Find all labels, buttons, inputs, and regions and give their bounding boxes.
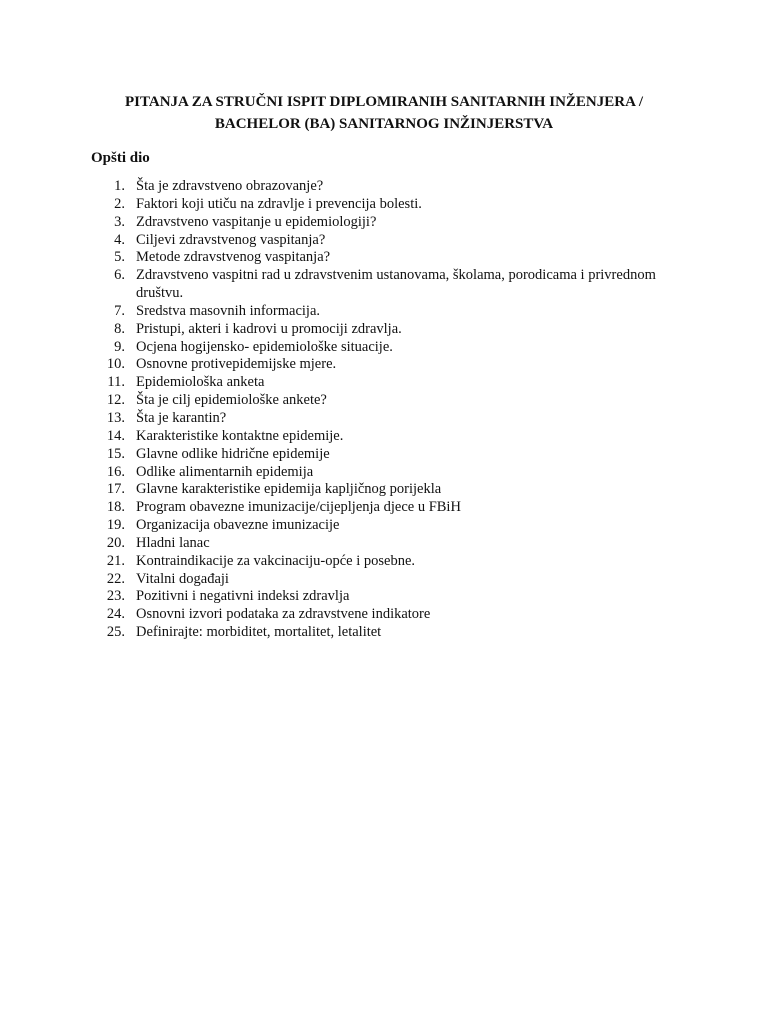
question-number: 11. bbox=[107, 374, 125, 391]
question-number: 23. bbox=[106, 588, 125, 605]
question-item-2 bbox=[0, 196, 768, 214]
question-number: 17. bbox=[106, 481, 125, 498]
question-item-9 bbox=[0, 339, 768, 357]
question-item-14 bbox=[0, 428, 768, 446]
question-text: Kontraindikacije za vakcinaciju-opće i posebne. bbox=[136, 552, 416, 569]
question-number: 10. bbox=[106, 356, 125, 373]
question-item-7 bbox=[0, 303, 768, 321]
question-list bbox=[0, 178, 768, 642]
question-text: Glavne odlike hidrične epidemije bbox=[136, 445, 330, 462]
question-text: Faktori koji utiču na zdravlje i prevencija bolesti. bbox=[136, 195, 422, 212]
question-item-6 bbox=[0, 267, 768, 303]
question-text: Program obavezne imunizacije/cijepljenja djece u FBiH bbox=[136, 499, 461, 516]
question-text: Glavne karakteristike epidemija kapljičnog porijekla bbox=[136, 481, 442, 498]
question-item-15 bbox=[0, 446, 768, 464]
question-number: 12. bbox=[106, 392, 125, 409]
question-item-12 bbox=[0, 392, 768, 410]
question-text: Pozitivni i negativni indeksi zdravlja bbox=[136, 588, 350, 605]
question-number: 7. bbox=[114, 302, 125, 319]
question-item-18 bbox=[0, 499, 768, 517]
question-item-1 bbox=[0, 178, 768, 196]
question-item-17 bbox=[0, 481, 768, 499]
question-text: Definirajte: morbiditet, mortalitet, letalitet bbox=[136, 624, 382, 641]
question-item-23 bbox=[0, 588, 768, 606]
question-text: Šta je karantin? bbox=[136, 409, 227, 426]
question-number: 2. bbox=[114, 195, 125, 212]
question-number: 25. bbox=[106, 624, 125, 641]
question-number: 5. bbox=[114, 249, 125, 266]
question-text: Hladni lanac bbox=[136, 534, 210, 551]
question-item-20 bbox=[0, 535, 768, 553]
question-number: 18. bbox=[106, 499, 125, 516]
question-number: 19. bbox=[106, 517, 125, 534]
document-title-line-2: BACHELOR (BA) SANITARNOG INŽINJERSTVA bbox=[214, 116, 554, 132]
question-text: Organizacija obavezne imunizacije bbox=[136, 517, 340, 534]
question-number: 21. bbox=[106, 552, 125, 569]
question-text: Sredstva masovnih informacija. bbox=[136, 302, 321, 319]
question-item-25 bbox=[0, 624, 768, 642]
question-text: Ciljevi zdravstvenog vaspitanja? bbox=[136, 231, 326, 248]
question-number: 4. bbox=[114, 231, 125, 248]
question-number: 3. bbox=[114, 213, 125, 230]
question-text: Šta je cilj epidemiološke ankete? bbox=[136, 392, 327, 409]
question-item-3 bbox=[0, 214, 768, 232]
question-number: 15. bbox=[106, 445, 125, 462]
question-item-16 bbox=[0, 464, 768, 482]
question-number: 16. bbox=[106, 463, 125, 480]
question-item-10 bbox=[0, 356, 768, 374]
question-item-8 bbox=[0, 321, 768, 339]
question-item-24 bbox=[0, 606, 768, 624]
question-item-11 bbox=[0, 374, 768, 392]
question-text: Osnovne protivepidemijske mjere. bbox=[136, 356, 337, 373]
question-number: 8. bbox=[114, 320, 125, 337]
question-text: Karakteristike kontaktne epidemije. bbox=[136, 427, 344, 444]
question-number: 20. bbox=[106, 534, 125, 551]
question-number: 22. bbox=[106, 570, 125, 587]
question-text: Metode zdravstvenog vaspitanja? bbox=[136, 249, 331, 266]
question-number: 6. bbox=[114, 267, 125, 284]
question-number: 24. bbox=[106, 606, 125, 623]
question-text: Zdravstveno vaspitanje u epidemiologiji? bbox=[136, 213, 377, 230]
question-text: Šta je zdravstveno obrazovanje? bbox=[136, 178, 324, 194]
question-number: 14. bbox=[106, 427, 125, 444]
question-item-22 bbox=[0, 571, 768, 589]
question-item-21 bbox=[0, 553, 768, 571]
question-text: Pristupi, akteri i kadrovi u promociji zdravlja. bbox=[136, 320, 402, 337]
question-item-5 bbox=[0, 249, 768, 267]
question-text: Osnovni izvori podataka za zdravstvene indikatore bbox=[136, 606, 431, 623]
question-text: Odlike alimentarnih epidemija bbox=[136, 463, 314, 480]
question-text: Zdravstveno vaspitni rad u zdravstvenim ustanovama, školama, porodicama i privrednom društvu. bbox=[136, 267, 656, 302]
question-number: 1. bbox=[114, 178, 125, 194]
question-number: 13. bbox=[106, 409, 125, 426]
question-text: Ocjena hogijensko- epidemiološke situacije. bbox=[136, 338, 393, 355]
question-item-4 bbox=[0, 232, 768, 250]
question-text: Epidemiološka anketa bbox=[136, 374, 265, 391]
section-heading: Opšti dio bbox=[91, 150, 150, 166]
question-item-13 bbox=[0, 410, 768, 428]
document-title-line-1: PITANJA ZA STRUČNI ISPIT DIPLOMIRANIH SANITARNIH INŽENJERA / bbox=[124, 94, 643, 110]
question-number: 9. bbox=[114, 338, 125, 355]
question-text: Vitalni događaji bbox=[136, 570, 229, 587]
question-item-19 bbox=[0, 517, 768, 535]
